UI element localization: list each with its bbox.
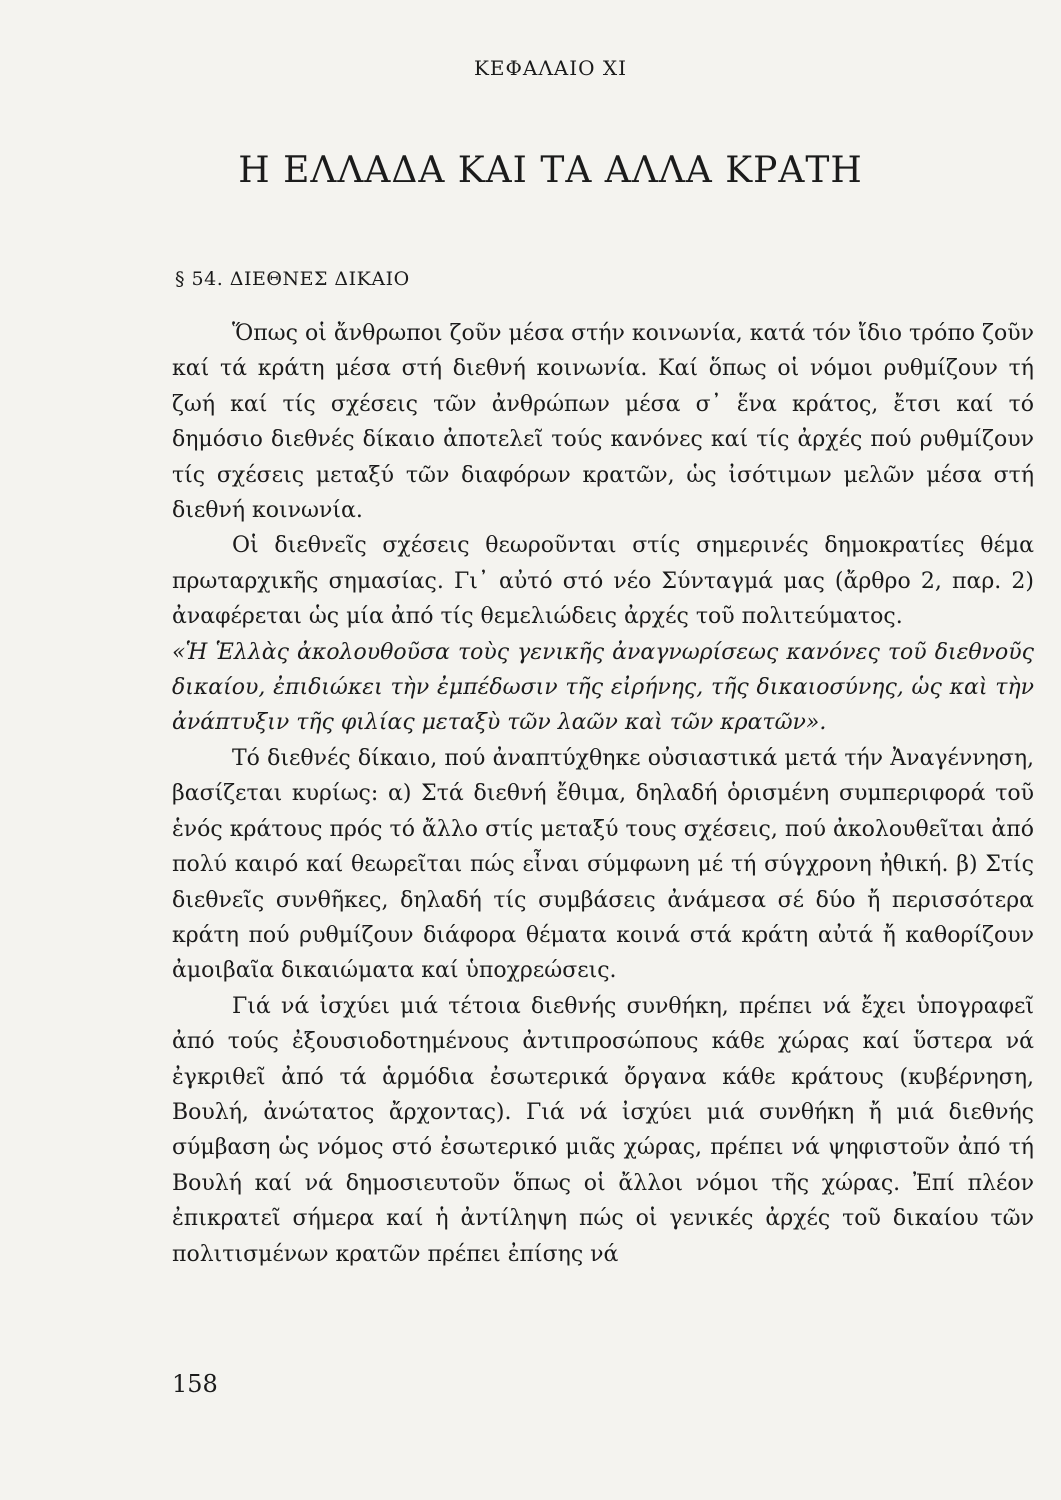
paragraph-2: Οἱ διεθνεῖς σχέσεις θεωροῦνται στίς σημερινές δημοκρατίες θέμα πρωταρχικῆς σημασίας. Γι᾿ αὐτό στό νέο Σύνταγμά μας (ἄρθρο 2, παρ. 2) ἀναφέρεται ὡς μία ἀπό τίς θεμελιώδεις ἀρχές τοῦ πολιτεύματος. (172, 533, 1034, 630)
paragraph-3: Τό διεθνές δίκαιο, πού ἀναπτύχθηκε οὐσιαστικά μετά τήν Ἀναγέννηση, βασίζεται κυρίως: α) Στά διεθνή ἔθιμα, δηλαδή ὁρισμένη συμπεριφορά τοῦ ἑνός κράτους πρός τό ἄλλο στίς μεταξύ τους σχέσεις, πού ἀκολουθεῖται ἀπό πολύ καιρό καί θεωρεῖται πώς εἶναι σύμφωνη μέ τή σύγχρονη ἠθική. β) Στίς διεθνεῖς συνθῆκες, δηλαδή τίς συμβάσεις ἀνάμεσα σέ δύο ἤ περισσότερα κράτη πού ρυθμίζουν διάφορα θέματα κοινά στά κράτη αὐτά ἤ καθορίζουν ἀμοιβαῖα δικαιώματα καί ὑποχρεώσεις. (172, 745, 1034, 984)
page-number: 158 (172, 1370, 218, 1398)
paragraph-4: Γιά νά ἰσχύει μιά τέτοια διεθνής συνθήκη, πρέπει νά ἔχει ὑπογραφεῖ ἀπό τούς ἐξουσιοδοτημένους ἀντιπροσώπους κάθε χώρας καί ὕστερα νά ἐγκριθεῖ ἀπό τά ἁρμόδια ἐσωτερικά ὄργανα κάθε κράτους (κυβέρνηση, Βουλή, ἀνώτατος ἄρχοντας). Γιά νά ἰσχύει μιά συνθήκη ἤ μιά διεθνής σύμβαση ὡς νόμος στό ἐσωτερικό μιᾶς χώρας, πρέπει νά ψηφιστοῦν ἀπό τή Βουλή καί νά δημοσιευτοῦν ὅπως οἱ ἄλλοι νόμοι τῆς χώρας. Ἐπί πλέον ἐπικρατεῖ σήμερα καί ἡ ἀντίληψη πώς οἱ γενικές ἀρχές τοῦ δικαίου τῶν πολιτισμένων κρατῶν πρέπει ἐπίσης νά (172, 993, 1034, 1267)
chapter-label: ΚΕΦΑΛΑΙΟ XI (473, 56, 628, 80)
constitution-quote: «Ἡ Ἑλλὰς ἀκολουθοῦσα τοὺς γενικῆς ἀναγνωρίσεως κανόνες τοῦ διεθνοῦς δικαίου, ἐπιδιώκει τὴν ἐμπέδωσιν τῆς εἰρήνης, τῆς δικαιοσύνης, ὡς καὶ τὴν ἀνάπτυξιν τῆς φιλίας μεταξὺ τῶν λαῶν καὶ τῶν κρατῶν». (172, 639, 1034, 736)
section-heading: § 54. ΔΙΕΘΝΕΣ ΔΙΚΑΙΟ (175, 268, 410, 290)
page-title: Η ΕΛΛΑΔΑ ΚΑΙ ΤΑ ΑΛΛΑ ΚΡΑΤΗ (238, 150, 863, 191)
paragraph-1: Ὅπως οἱ ἄνθρωποι ζοῦν μέσα στήν κοινωνία, κατά τόν ἴδιο τρόπο ζοῦν καί τά κράτη μέσα στή διεθνή κοινωνία. Καί ὅπως οἱ νόμοι ρυθμίζουν τή ζωή καί τίς σχέσεις τῶν ἀνθρώπων μέσα σ᾿ ἕνα κράτος, ἔτσι καί τό δημόσιο διεθνές δίκαιο ἀποτελεῖ τούς κανόνες καί τίς ἀρχές πού ρυθμίζουν τίς σχέσεις μεταξύ τῶν διαφόρων κρατῶν, ὡς ἰσότιμων μελῶν μέσα στή διεθνή κοινωνία. (172, 321, 1034, 524)
body-text (172, 316, 1034, 1272)
